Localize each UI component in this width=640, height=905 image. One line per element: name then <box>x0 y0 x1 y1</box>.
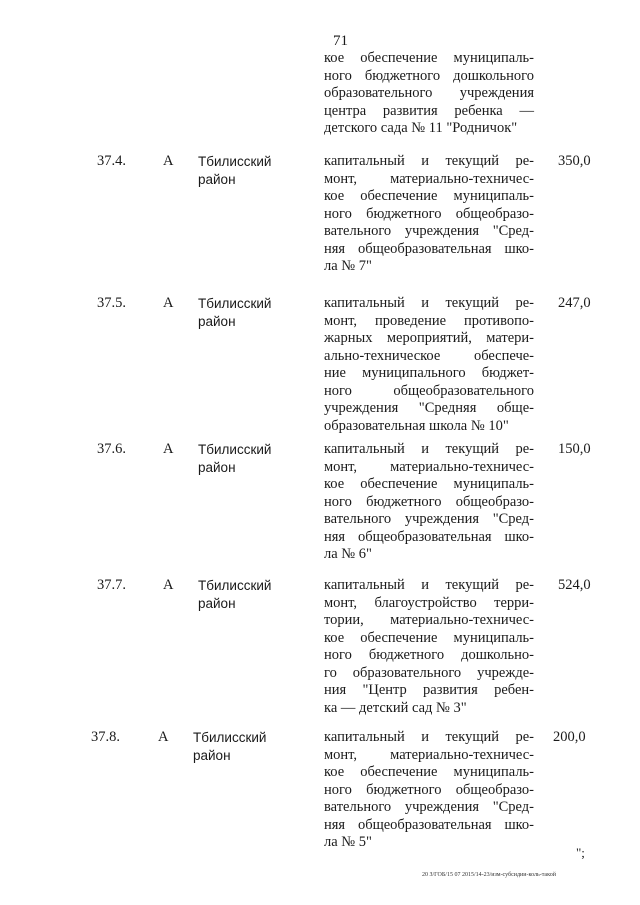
text-line: ного бюджетного дошкольного <box>324 67 534 84</box>
row-district <box>193 729 266 764</box>
text-line: капитальный и текущий ре- <box>324 153 534 169</box>
text-line: образовательного учреждения <box>324 85 534 101</box>
text-line: ла № 5" <box>324 834 372 850</box>
text-line: монт, материально-техничес- <box>324 458 534 475</box>
row-description <box>324 153 534 276</box>
text-line: монт, материально-техничес- <box>324 170 534 187</box>
text-line: район <box>193 747 231 763</box>
text-line: район <box>198 459 236 475</box>
row-description <box>324 729 534 852</box>
text-line: монт, материально-техничес- <box>324 746 534 763</box>
text-line: жарных мероприятий, матери- <box>324 330 534 346</box>
text-line: капитальный и текущий ре- <box>324 729 534 745</box>
text-line: ла № 7" <box>324 258 372 274</box>
text-line: няя общеобразовательная шко- <box>324 816 534 833</box>
text-line: ного общеобразовательного <box>324 382 534 399</box>
text-line: Тбилисский <box>198 154 272 169</box>
row-number: 37.4. <box>97 153 126 169</box>
text-line: ного бюджетного общеобразо- <box>324 493 534 510</box>
row-category: А <box>163 295 174 311</box>
text-line: няя общеобразовательная шко- <box>324 528 534 545</box>
row-number: 37.5. <box>97 295 126 311</box>
continued-description <box>324 50 534 138</box>
text-line: ния "Центр развития ребен- <box>324 682 534 698</box>
row-amount: 200,0 <box>553 729 586 745</box>
text-line: го образовательного учрежде- <box>324 664 534 681</box>
text-line: Тбилисский <box>198 296 272 311</box>
text-line: монт, благоустройство терри- <box>324 594 534 611</box>
text-line: кое обеспечение муниципаль- <box>324 476 534 492</box>
text-line: ально-техническое обеспече- <box>324 347 534 364</box>
row-amount: 350,0 <box>558 153 591 169</box>
text-line: район <box>198 171 236 187</box>
row-number: 37.8. <box>91 729 120 745</box>
text-line: капитальный и текущий ре- <box>324 577 534 593</box>
footer-document-code: 20 З/ГОБ/15 07 2015/14-23/изм-субсидии-коль-такой <box>422 872 556 878</box>
text-line: район <box>198 313 236 329</box>
text-line: ного бюджетного общеобразо- <box>324 205 534 222</box>
text-line: монт, проведение противопо- <box>324 312 534 329</box>
row-category: А <box>163 153 174 169</box>
text-line: ка — детский сад № 3" <box>324 699 467 716</box>
text-line: кое обеспечение муниципаль- <box>324 50 534 66</box>
row-district <box>198 441 271 476</box>
row-description <box>324 295 534 435</box>
row-description <box>324 441 534 564</box>
row-category: А <box>163 441 174 457</box>
row-amount: 247,0 <box>558 295 591 311</box>
row-district <box>198 153 271 188</box>
text-line: детского сада № 11 "Родничок" <box>324 120 518 136</box>
text-line: ние муниципального бюджет- <box>324 365 534 381</box>
closing-quote-mark: "; <box>576 845 585 860</box>
text-line: кое обеспечение муниципаль- <box>324 629 534 646</box>
row-amount: 524,0 <box>558 577 591 593</box>
text-line: вательного учреждения "Сред- <box>324 511 534 527</box>
text-line: кое обеспечение муниципаль- <box>324 188 534 204</box>
text-line: Тбилисский <box>193 730 267 745</box>
row-description <box>324 577 534 717</box>
text-line: ла № 6" <box>324 546 372 562</box>
text-line: учреждения "Средняя обще- <box>324 400 534 416</box>
text-line: Тбилисский <box>198 442 272 457</box>
row-category: А <box>158 729 169 745</box>
row-number: 37.7. <box>97 577 126 593</box>
text-line: няя общеобразовательная шко- <box>324 240 534 257</box>
text-line: вательного учреждения "Сред- <box>324 223 534 239</box>
text-line: кое обеспечение муниципаль- <box>324 764 534 780</box>
text-line: ного бюджетного дошкольно- <box>324 647 534 663</box>
row-category: А <box>163 577 174 593</box>
text-line: вательного учреждения "Сред- <box>324 799 534 815</box>
row-district <box>198 577 271 612</box>
text-line: капитальный и текущий ре- <box>324 441 534 457</box>
text-line: ного бюджетного общеобразо- <box>324 781 534 798</box>
text-line: тории, материально-техничес- <box>324 612 534 628</box>
text-line: район <box>198 595 236 611</box>
text-line: образовательная школа № 10" <box>324 417 509 434</box>
row-district <box>198 295 271 330</box>
text-line: центра развития ребенка — <box>324 102 534 119</box>
text-line: Тбилисский <box>198 578 272 593</box>
text-line: капитальный и текущий ре- <box>324 295 534 311</box>
row-amount: 150,0 <box>558 441 591 457</box>
row-number: 37.6. <box>97 441 126 457</box>
page-number: 71 <box>333 33 348 49</box>
